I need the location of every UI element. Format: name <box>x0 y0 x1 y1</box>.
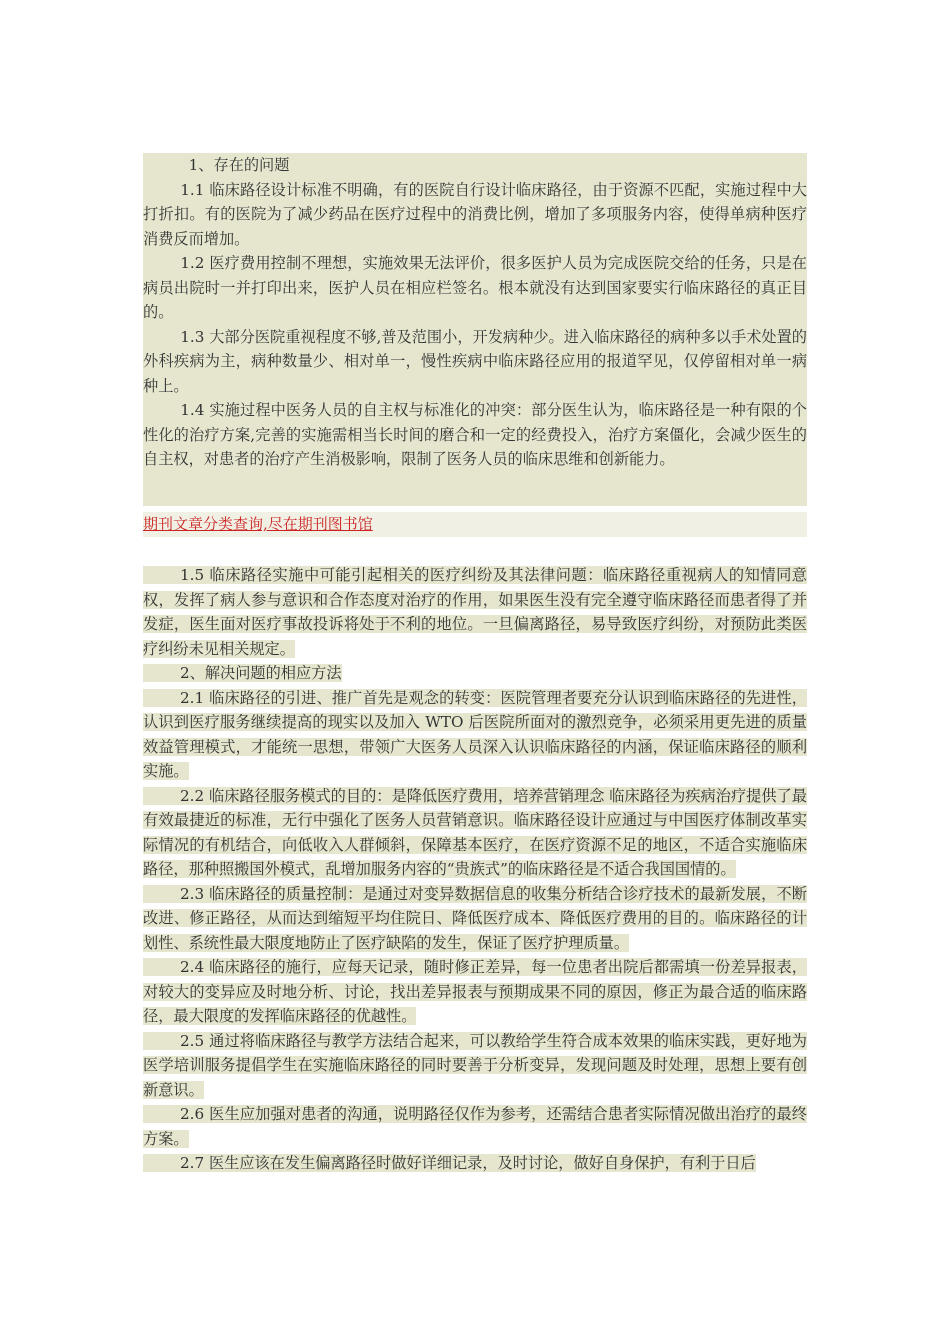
paragraph-1-1: 1.1 临床路径设计标准不明确，有的医院自行设计临床路径，由于资源不匹配，实施过程中大打折扣。有的医院为了减少药品在医疗过程中的消费比例，增加了多项服务内容，使得单病种医疗消费反而增加。 <box>143 180 807 248</box>
paragraph-2-1: 2.1 临床路径的引进、推广首先是观念的转变：医院管理者要充分认识到临床路径的先进性，认识到医疗服务继续提高的现实以及加入 WTO 后医院所面对的激烈竞争，必须采用更先进的质量效益管理模式，才能统一思想，带领广大医务人员深入认识临床路径的内涵，保证临床路径的顺利实施。 <box>143 688 807 780</box>
paragraph-1-5: 1.5 临床路径实施中可能引起相关的医疗纠纷及其法律问题：临床路径重视病人的知情同意权，发挥了病人参与意识和合作态度对治疗的作用，如果医生没有完全遵守临床路径而患者得了并发症，医生面对医疗事故投诉将处于不利的地位。一旦偏离路径，易导致医疗纠纷，对预防此类医疗纠纷未见相关规定。 <box>143 566 807 658</box>
paragraph-2-4: 2.4 临床路径的施行，应每天记录，随时修正差异，每一位患者出院后都需填一份差异报表，对较大的变异应及时地分析、讨论，找出差异报表与预期成果不同的原因，修正为最合适的临床路径，最大限度的发挥临床路径的优越性。 <box>143 958 807 1025</box>
paragraph-2-5: 2.5 通过将临床路径与教学方法结合起来，可以教给学生符合成本效果的临床实践，更好地为医学培训服务提倡学生在实施临床路径的同时要善于分析变异，发现问题及时处理，思想上要有创新意识。 <box>143 1031 807 1099</box>
paragraph-2-3: 2.3 临床路径的质量控制：是通过对变异数据信息的收集分析结合诊疗技术的最新发展，不断改进、修正路径，从而达到缩短平均住院日、降低医疗成本、降低医疗费用的目的。临床路径的计划性、系统性最大限度地防止了医疗缺陷的发生，保证了医疗护理质量。 <box>143 884 807 952</box>
paragraph-2-6: 2.6 医生应加强对患者的沟通，说明路径仅作为参考，还需结合患者实际情况做出治疗的最终方案。 <box>143 1105 807 1148</box>
paragraph-1-4: 1.4 实施过程中医务人员的自主权与标准化的冲突：部分医生认为，临床路径是一种有限的个性化的治疗方案,完善的实施需相当长时间的磨合和一定的经费投入，治疗方案僵化，会减少医生的自主权，对患者的治疗产生消极影响，限制了医务人员的临床思维和创新能力。 <box>143 401 807 468</box>
journal-library-link[interactable]: 期刊文章分类查询,尽在期刊图书馆 <box>143 515 373 533</box>
section-heading-problems: 1、存在的问题 <box>188 156 290 174</box>
paragraph-2-2: 2.2 临床路径服务模式的目的：是降低医疗费用，培养营销理念 临床路径为疾病治疗提供了最有效最捷近的标准，无行中强化了医务人员营销意识。临床路径设计应通过与中国医疗体制改革实际情况的有机结合，向低收入人群倾斜，保障基本医疗，在医疗资源不足的地区，不适合实施临床路径，那种照搬国外模式，乱增加服务内容的“贵族式”的临床路径是不适合我国国情的。 <box>143 786 807 878</box>
section-heading-solutions: 2、解决问题的相应方法 <box>143 661 807 686</box>
solutions-section <box>143 563 807 1176</box>
paragraph-2-7: 2.7 医生应该在发生偏离路径时做好详细记录，及时讨论，做好自身保护，有利于日后 <box>143 1151 807 1176</box>
paragraph-1-2: 1.2 医疗费用控制不理想，实施效果无法评价，很多医护人员为完成医院交给的任务，只是在病员出院时一并打印出来，医护人员在相应栏签名。根本就没有达到国家要实行临床路径的真正目的。 <box>143 254 807 321</box>
paragraph-1-3: 1.3 大部分医院重视程度不够,普及范围小，开发病种少。进入临床路径的病种多以手术处置的外科疾病为主，病种数量少、相对单一，慢性疾病中临床路径应用的报道罕见，仅停留相对单一病种上。 <box>143 327 807 395</box>
journal-link-bar <box>143 512 807 537</box>
problems-section <box>143 153 807 506</box>
